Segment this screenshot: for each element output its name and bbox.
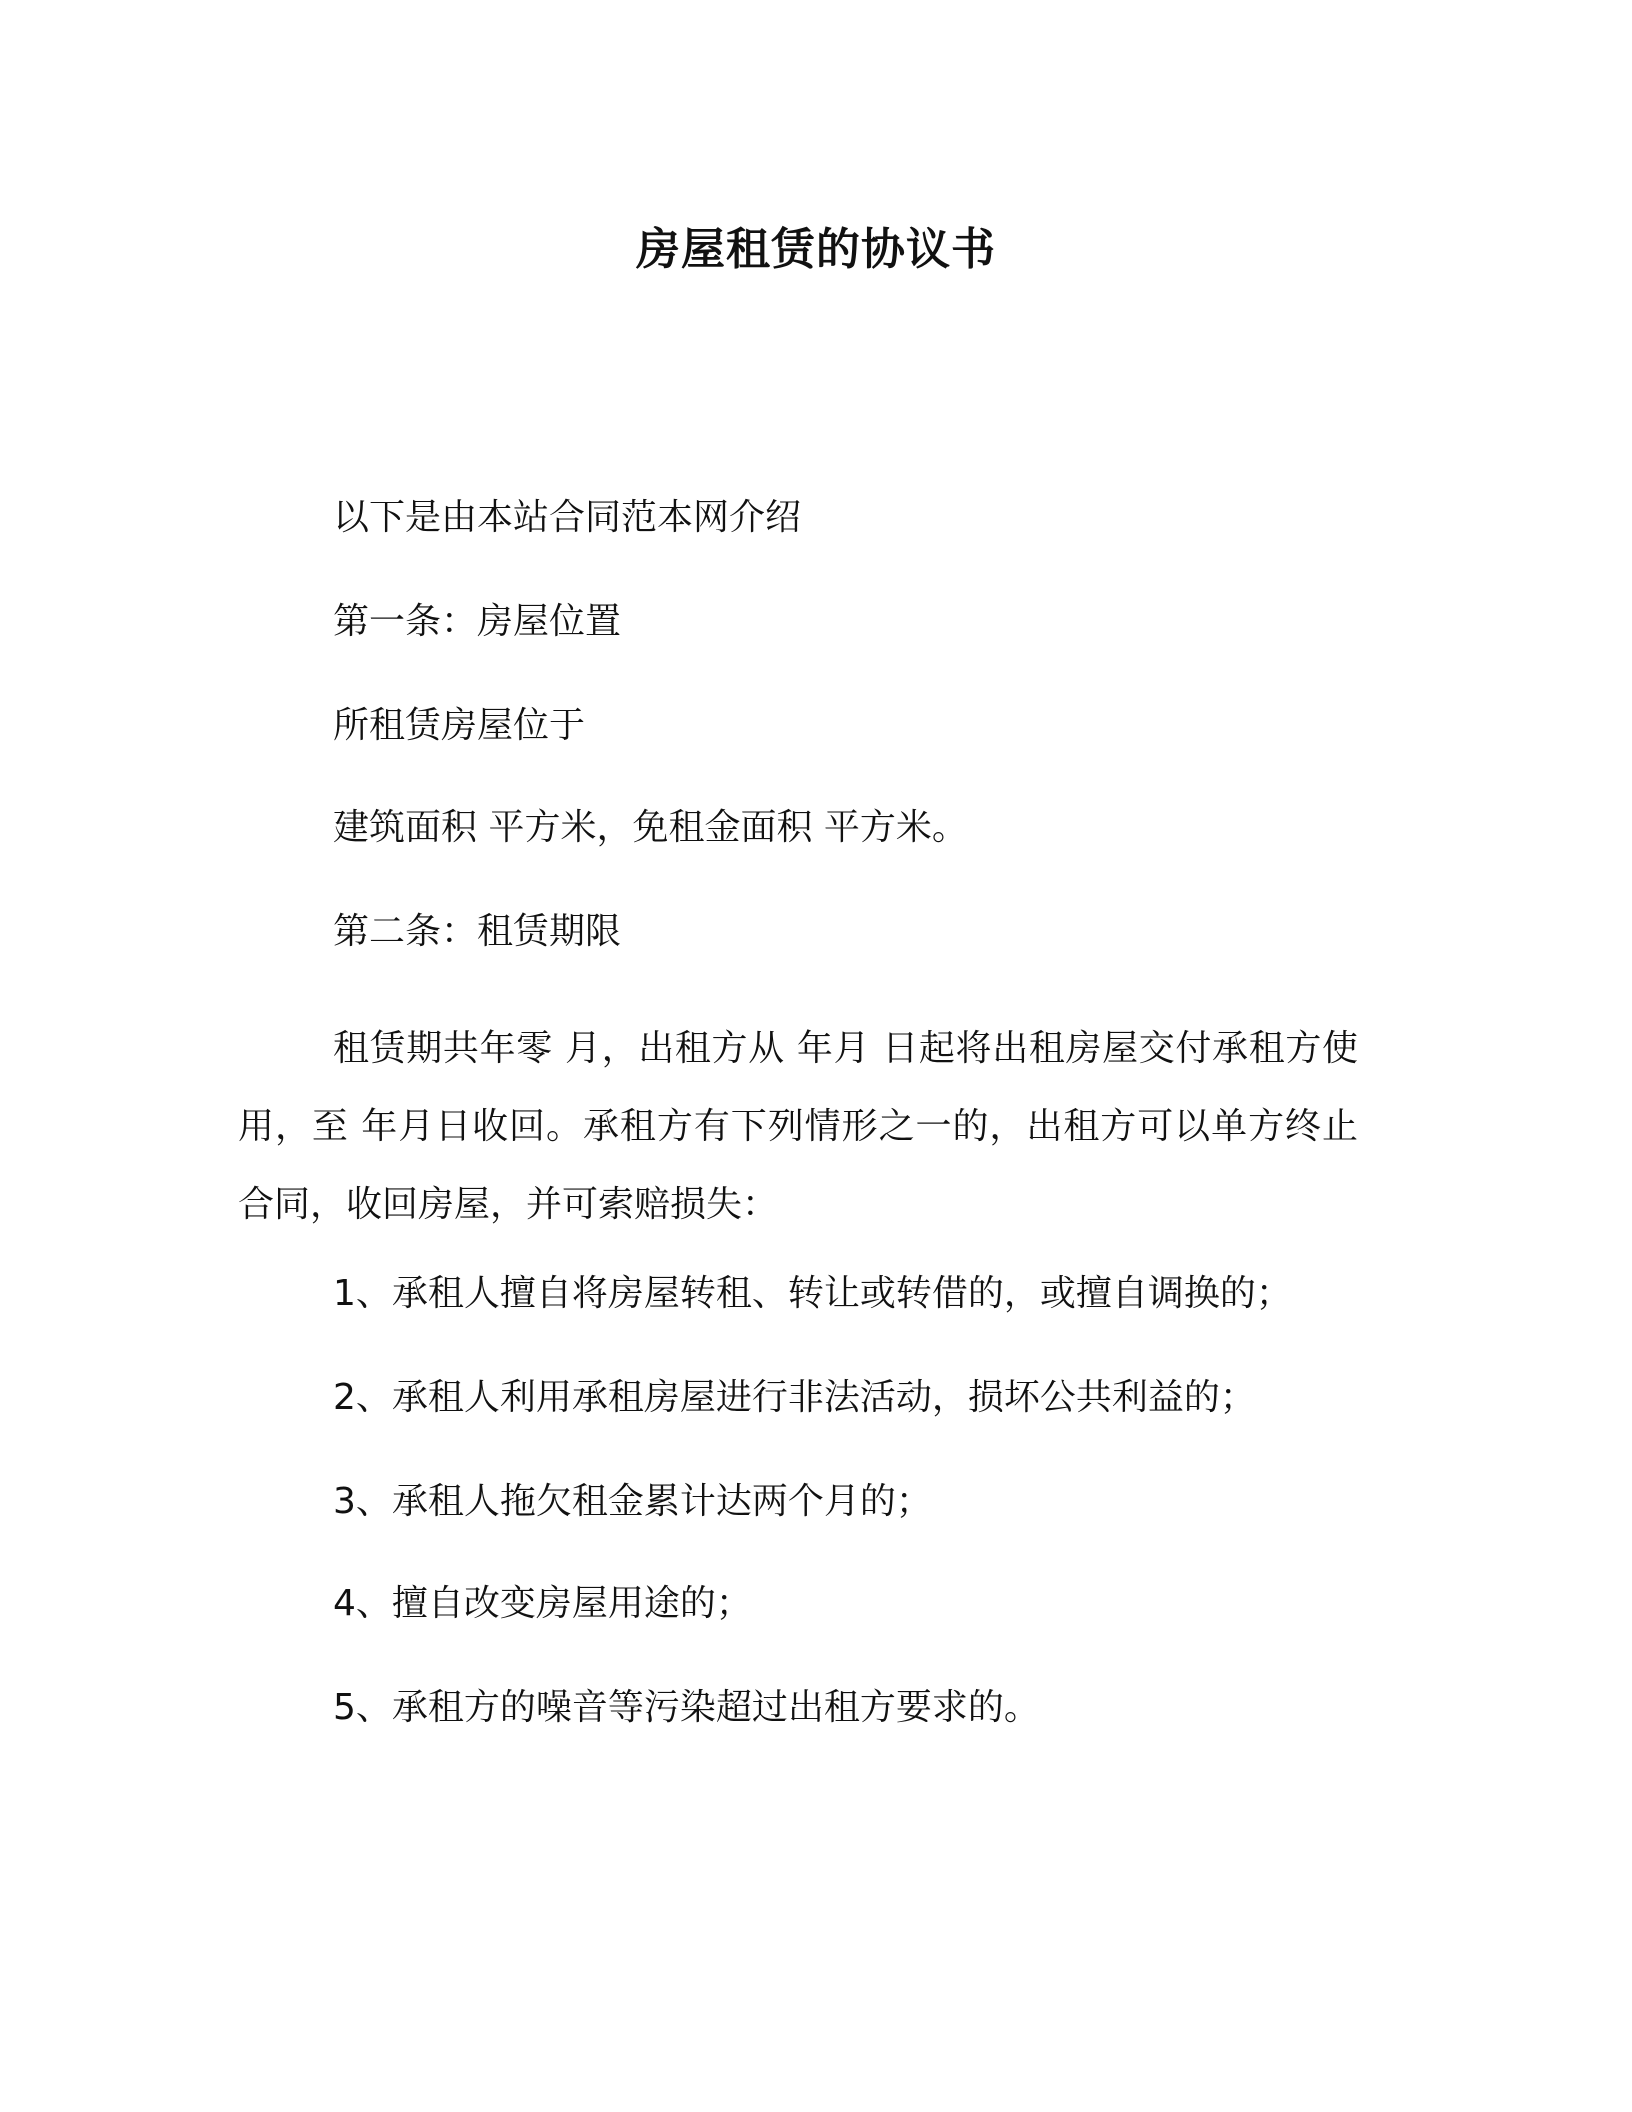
- area-line: 建筑面积 平方米，免租金面积 平方米。: [333, 807, 968, 848]
- article-1-heading: 第一条：房屋位置: [333, 601, 622, 642]
- term-paragraph: 租赁期共年零 月，出租方从 年月 日起将出租房屋交付承租方使用，至 年月日收回。承租方有下列情形之一的，出租方可以单方终止合同，收回房屋，并可索赔损失：: [238, 1028, 1358, 1225]
- location-line: 所租赁房屋位于: [333, 705, 586, 746]
- intro-line: 以下是由本站合同范本网介绍: [333, 497, 802, 538]
- condition-item-5: 5、承租方的噪音等污染超过出租方要求的。: [333, 1687, 1040, 1728]
- condition-item-2: 2、承租人利用承租房屋进行非法活动，损坏公共利益的；: [333, 1377, 1256, 1418]
- article-2-heading: 第二条：租赁期限: [333, 911, 622, 952]
- document-title: 房屋租赁的协议书: [636, 224, 996, 275]
- condition-item-1: 1、承租人擅自将房屋转租、转让或转借的，或擅自调换的；: [333, 1273, 1292, 1314]
- condition-item-3: 3、承租人拖欠租金累计达两个月的；: [333, 1481, 932, 1522]
- condition-item-4: 4、擅自改变房屋用途的；: [333, 1583, 752, 1624]
